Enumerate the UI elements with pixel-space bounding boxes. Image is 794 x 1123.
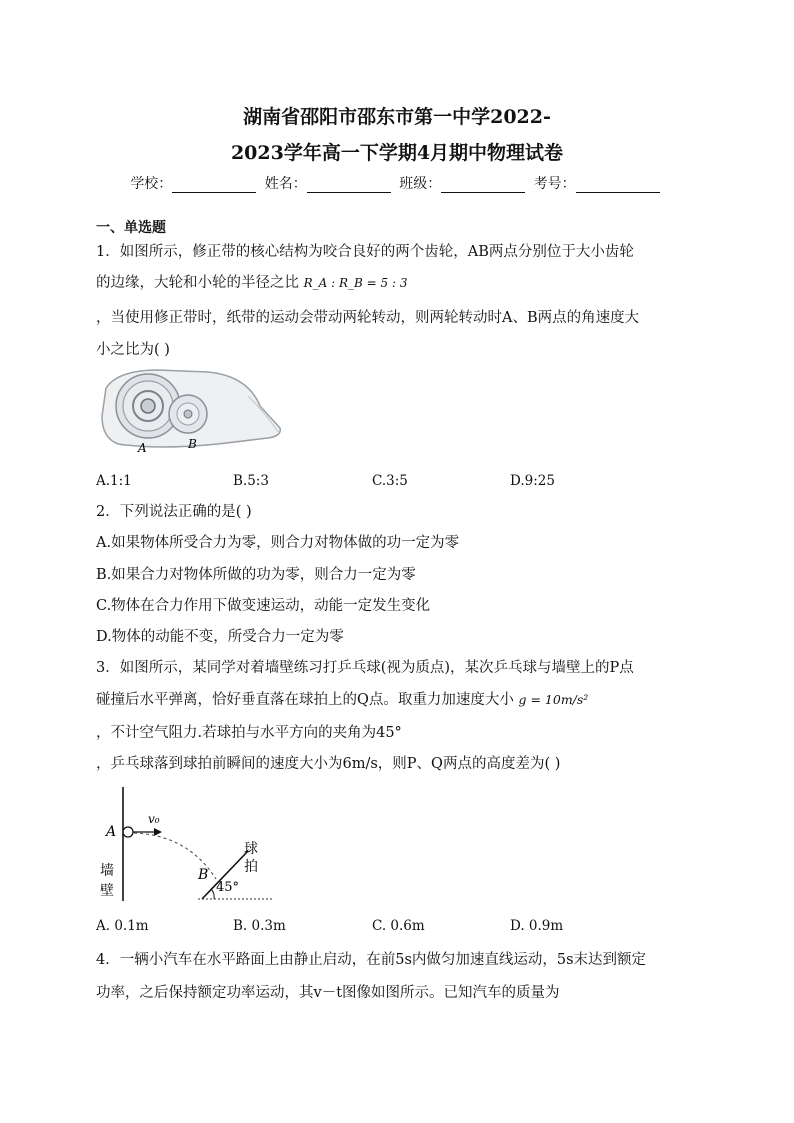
q1-option-c[interactable]: C.3:5 (372, 473, 408, 489)
q4-stem-line1: 4．一辆小汽车在水平路面上由静止启动，在前5s内做匀加速直线运动，5s末达到额定 (96, 952, 647, 968)
school-blank[interactable] (172, 178, 256, 193)
q3-option-b[interactable]: B. 0.3m (233, 918, 286, 934)
class-label: 班级： (399, 176, 442, 192)
q2-option-c[interactable]: C.物体在合力作用下做变速运动，动能一定发生变化 (96, 598, 431, 614)
q1-option-a[interactable]: A.1:1 (96, 473, 132, 489)
q3-label-b: B (198, 867, 209, 883)
q3-option-d[interactable]: D. 0.9m (510, 918, 564, 934)
q3-label-angle: 45° (216, 880, 240, 895)
q3-ball (123, 827, 133, 837)
name-label: 姓名： (264, 176, 307, 192)
q3-label-wall-1: 墙 (100, 863, 114, 879)
q3-g-formula: g = 10m/s² (518, 692, 589, 707)
q1-fig-label-a: A (138, 441, 147, 455)
q1-option-b[interactable]: B.5:3 (233, 473, 269, 489)
q2-option-d[interactable]: D.物体的动能不变，所受合力一定为零 (96, 629, 344, 645)
q1-stem-line3: ，当使用修正带时，纸带的运动会带动两轮转动，则两轮转动时A、B两点的角速度大 (96, 310, 640, 326)
name-blank[interactable] (307, 178, 391, 193)
exam-title-line1: 湖南省邵阳市邵东市第一中学2022- (243, 106, 551, 128)
q3-label-wall-2: 壁 (100, 883, 114, 899)
q1-stem-line2-text: 的边缘，大轮和小轮的半径之比 (96, 275, 299, 291)
exam-no-label: 考号： (533, 176, 576, 192)
q1-option-d[interactable]: D.9:25 (510, 473, 555, 489)
q3-stem-line2 (96, 688, 588, 709)
q3-velocity-arrow (154, 828, 162, 836)
q1-stem-line2 (96, 271, 407, 292)
class-blank[interactable] (441, 178, 525, 193)
q1-stem-line1: 1．如图所示，修正带的核心结构为咬合良好的两个齿轮，AB两点分别位于大小齿轮 (96, 244, 634, 260)
q1-correction-tape-figure (98, 366, 283, 458)
q2-option-a[interactable]: A.如果物体所受合力为零，则合力对物体做的功一定为零 (96, 535, 460, 551)
exam-no-blank[interactable] (576, 178, 660, 193)
q3-label-racket-1: 球 (244, 841, 258, 857)
q1-fig-label-b: B (188, 437, 197, 451)
q3-option-c[interactable]: C. 0.6m (372, 918, 425, 934)
q3-stem-line2-text: 碰撞后水平弹离，恰好垂直落在球拍上的Q点。取重力加速度大小 (96, 692, 514, 708)
q3-stem-line1: 3．如图所示，某同学对着墙壁练习打乒乓球(视为质点)，某次乒乓球与墙壁上的P点 (96, 660, 634, 676)
q2-option-b[interactable]: B.如果合力对物体所做的功为零，则合力一定为零 (96, 567, 416, 583)
q3-wall-racket-figure (98, 783, 278, 903)
q2-stem: 2．下列说法正确的是( ) (96, 504, 252, 520)
q3-label-a: A (106, 824, 117, 840)
section-heading-single-choice: 一、单选题 (96, 220, 166, 236)
q3-label-v0: v₀ (148, 812, 160, 826)
q1-stem-line4: 小之比为( ) (96, 342, 170, 358)
q3-label-racket-2: 拍 (244, 859, 258, 875)
exam-title-line2: 2023学年高一下学期4月期中物理试卷 (230, 142, 564, 164)
q3-stem-line4: ，乒乓球落到球拍前瞬间的速度大小为6m/s，则P、Q两点的高度差为( ) (96, 756, 561, 772)
q4-stem-line2: 功率，之后保持额定功率运动，其v－t图像如图所示。已知汽车的质量为 (96, 985, 560, 1001)
school-label: 学校： (130, 176, 173, 192)
q3-option-a[interactable]: A. 0.1m (96, 918, 149, 934)
q3-stem-line3: ，不计空气阻力.若球拍与水平方向的夹角为45° (96, 725, 402, 741)
q1-ratio-formula: R_A : R_B = 5 : 3 (303, 276, 408, 290)
student-info-row (0, 173, 794, 193)
